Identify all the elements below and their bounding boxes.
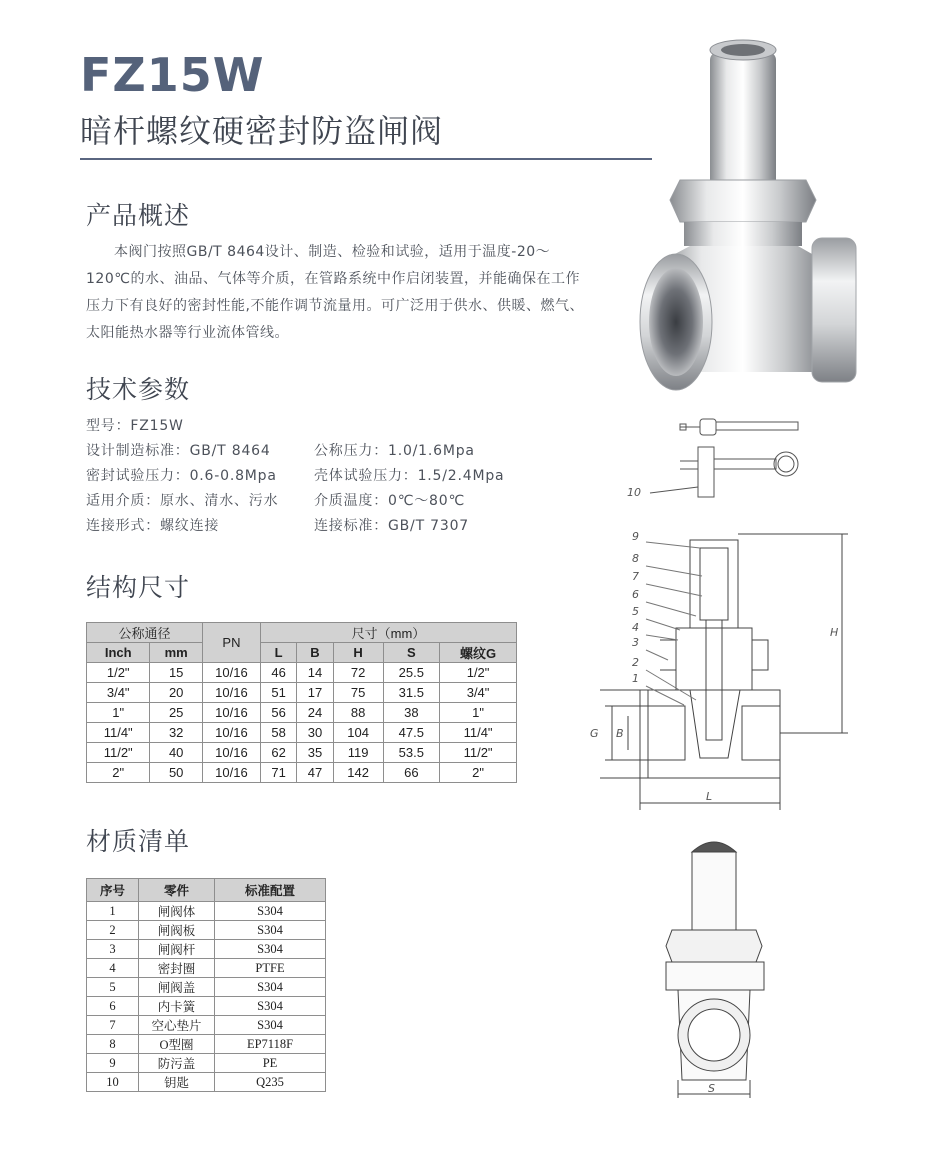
model-number: FZ15W — [80, 48, 265, 102]
table-cell: 104 — [333, 723, 383, 743]
overview-heading: 产品概述 — [86, 201, 191, 230]
table-cell: S304 — [215, 997, 326, 1016]
table-cell: 闸阀体 — [139, 902, 215, 921]
table-cell: 1" — [440, 703, 517, 723]
col-thread: 螺纹G — [440, 643, 517, 663]
table-cell: 32 — [150, 723, 203, 743]
table-cell: 3/4" — [440, 683, 517, 703]
table-cell: 空心垫片 — [139, 1016, 215, 1035]
table-cell: 119 — [333, 743, 383, 763]
table-cell: 20 — [150, 683, 203, 703]
col-index: 序号 — [87, 879, 139, 902]
valve-photo — [640, 40, 856, 390]
spec-row: 设计制造标准：GB/T 8464 公称压力：1.0/1.6Mpa — [86, 443, 475, 459]
table-cell: 47.5 — [383, 723, 440, 743]
table-cell: S304 — [215, 921, 326, 940]
dim-h-label: H — [830, 626, 839, 639]
col-mm: mm — [150, 643, 203, 663]
table-cell: 1/2" — [87, 663, 150, 683]
table-cell: 53.5 — [383, 743, 440, 763]
table-cell: PTFE — [215, 959, 326, 978]
table-cell: 71 — [260, 763, 296, 783]
table-cell: 10/16 — [202, 763, 260, 783]
table-cell: 58 — [260, 723, 296, 743]
table-cell: 47 — [297, 763, 333, 783]
table-cell: 88 — [333, 703, 383, 723]
spec-model: 型号：FZ15W — [86, 418, 184, 434]
col-b: B — [297, 643, 333, 663]
specs-heading: 技术参数 — [86, 375, 191, 404]
table-cell: 10/16 — [202, 743, 260, 763]
table-cell: 7 — [87, 1016, 139, 1035]
table-cell: 1/2" — [440, 663, 517, 683]
table-cell: O型圈 — [139, 1035, 215, 1054]
col-inch: Inch — [87, 643, 150, 663]
table-cell: 2" — [87, 763, 150, 783]
table-cell: 5 — [87, 978, 139, 997]
dim-l-label: L — [706, 790, 713, 803]
table-cell: 72 — [333, 663, 383, 683]
table-cell: 内卡簧 — [139, 997, 215, 1016]
spec-row: 密封试验压力：0.6-0.8Mpa 壳体试验压力：1.5/2.4Mpa — [86, 468, 505, 484]
table-cell: 闸阀板 — [139, 921, 215, 940]
table-cell: S304 — [215, 902, 326, 921]
table-cell: 14 — [297, 663, 333, 683]
table-cell: 3 — [87, 940, 139, 959]
col-part: 零件 — [139, 879, 215, 902]
table-cell: 密封圈 — [139, 959, 215, 978]
table-cell: 10/16 — [202, 663, 260, 683]
table-cell: 46 — [260, 663, 296, 683]
table-cell: 50 — [150, 763, 203, 783]
table-cell: 闸阀杆 — [139, 940, 215, 959]
table-cell: 24 — [297, 703, 333, 723]
table-cell: 25.5 — [383, 663, 440, 683]
table-cell: 3/4" — [87, 683, 150, 703]
table-cell: EP7118F — [215, 1035, 326, 1054]
key-drawing — [650, 419, 798, 497]
table-cell: 142 — [333, 763, 383, 783]
table-cell: 钥匙 — [139, 1073, 215, 1092]
table-cell: 35 — [297, 743, 333, 763]
table-cell: 31.5 — [383, 683, 440, 703]
table-cell: 防污盖 — [139, 1054, 215, 1073]
table-cell: 8 — [87, 1035, 139, 1054]
table-cell: 56 — [260, 703, 296, 723]
table-cell: 2 — [87, 921, 139, 940]
table-cell: 10 — [87, 1073, 139, 1092]
table-cell: 30 — [297, 723, 333, 743]
col-h: H — [333, 643, 383, 663]
table-cell: 10/16 — [202, 723, 260, 743]
col-l: L — [260, 643, 296, 663]
table-cell: 62 — [260, 743, 296, 763]
callout-6: 6 — [632, 588, 639, 601]
table-cell: 1 — [87, 902, 139, 921]
dim-s-label: S — [708, 1082, 715, 1095]
table-cell: 40 — [150, 743, 203, 763]
table-cell: 15 — [150, 663, 203, 683]
callout-4: 4 — [632, 621, 639, 634]
table-cell: 11/2" — [440, 743, 517, 763]
dim-g-label: G — [590, 727, 599, 740]
side-view-drawing — [666, 842, 764, 1098]
spec-row: 适用介质：原水、清水、污水 介质温度：0℃～80℃ — [86, 493, 465, 509]
callout-2: 2 — [632, 656, 639, 669]
table-cell: 10/16 — [202, 683, 260, 703]
callout-3: 3 — [632, 636, 639, 649]
table-cell: 9 — [87, 1054, 139, 1073]
callout-5: 5 — [632, 605, 639, 618]
table-cell: 闸阀盖 — [139, 978, 215, 997]
table-cell: 17 — [297, 683, 333, 703]
callout-8: 8 — [632, 552, 639, 565]
table-cell: 11/4" — [87, 723, 150, 743]
materials-heading: 材质清单 — [86, 827, 191, 856]
dim-b-label: B — [616, 727, 624, 740]
table-cell: 75 — [333, 683, 383, 703]
header-pn: PN — [202, 623, 260, 663]
callout-9: 9 — [632, 530, 639, 543]
col-material: 标准配置 — [215, 879, 326, 902]
table-cell: 6 — [87, 997, 139, 1016]
table-cell: 51 — [260, 683, 296, 703]
table-cell: 10/16 — [202, 703, 260, 723]
callout-10: 10 — [627, 486, 641, 499]
table-cell: 66 — [383, 763, 440, 783]
header-nominal: 公称通径 — [87, 623, 203, 643]
header-size: 尺寸（mm） — [260, 623, 516, 643]
col-s: S — [383, 643, 440, 663]
table-cell: S304 — [215, 940, 326, 959]
spec-row: 连接形式：螺纹连接 连接标准：GB/T 7307 — [86, 518, 470, 534]
table-cell: S304 — [215, 978, 326, 997]
callout-1: 1 — [632, 672, 639, 685]
dimensions-heading: 结构尺寸 — [86, 573, 191, 602]
table-cell: 1" — [87, 703, 150, 723]
table-cell: S304 — [215, 1016, 326, 1035]
table-cell: Q235 — [215, 1073, 326, 1092]
overview-text: 本阀门按照GB/T 8464设计、制造、检验和试验，适用于温度-20～120℃的水、油品、气体等介质，在管路系统中作启闭装置，并能确保在工作压力下有良好的密封性能,不能作调节流量用。可广泛用于供水、供暖、燃气、太阳能热水器等行业流体管线。 — [86, 244, 584, 341]
table-cell: 2" — [440, 763, 517, 783]
table-cell: 11/2" — [87, 743, 150, 763]
table-cell: 38 — [383, 703, 440, 723]
table-cell: PE — [215, 1054, 326, 1073]
table-cell: 4 — [87, 959, 139, 978]
callout-7: 7 — [632, 570, 639, 583]
product-subtitle: 暗杆螺纹硬密封防盗闸阀 — [80, 112, 444, 150]
table-cell: 25 — [150, 703, 203, 723]
table-cell: 11/4" — [440, 723, 517, 743]
